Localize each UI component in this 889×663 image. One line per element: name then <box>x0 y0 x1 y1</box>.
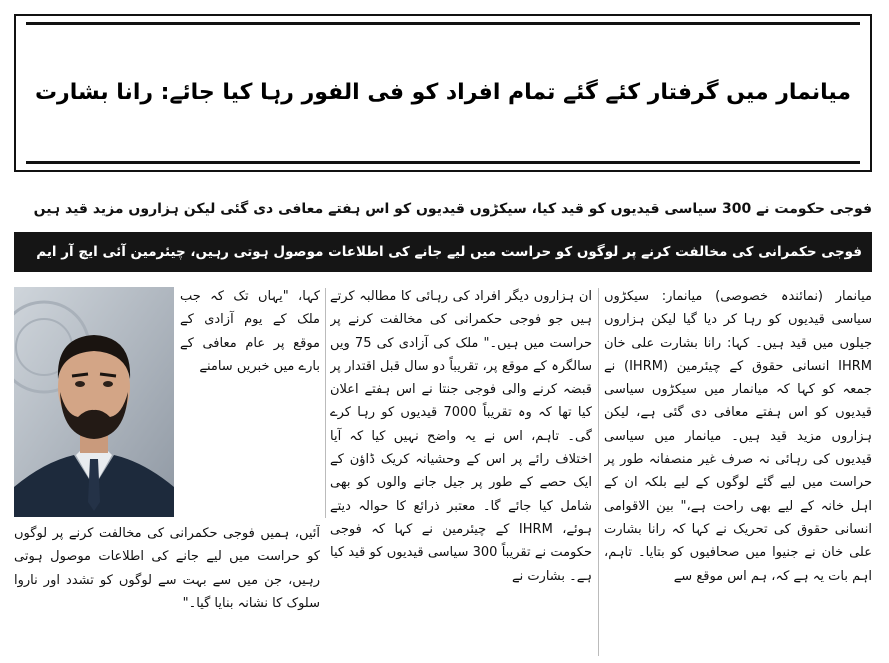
headline-bottom-rule <box>26 161 860 164</box>
highlight-bar: فوجی حکمرانی کی مخالفت کرنے پر لوگوں کو حراست میں لیے جانے کی اطلاعات موصول ہوتی رہیں، چیئرمین آئی ایچ آر ایم <box>14 232 872 272</box>
article-column-3-continued <box>14 522 320 657</box>
article-column-1 <box>604 285 872 657</box>
article-column-2 <box>330 285 592 657</box>
article-column-3 <box>180 285 320 519</box>
column-2-text: ان ہزاروں دیگر افراد کی رہائی کا مطالبہ کرتے ہیں جو فوجی حکمرانی کی مخالفت کرنے پر حراست میں ہیں۔" ملک کی آزادی کی 75 ویں سالگرہ کے موقع پر، تقریباً دو سال قبل اقتدار پر قبضہ کرنے والی فوجی جنتا نے اس ہفتے اعلان کیا تھا کہ وہ تقریباً 7000 قیدیوں کو رہا کرے گی۔ تاہم، اس نے یہ واضح نہیں کیا کہ آیا اختلاف رائے پر اس کے وحشیانہ کریک ڈاؤن کے ایک حصے کے طور پر جیل جانے والوں کو بھی شامل کیا جائے گا۔ معتبر ذرائع کا حوالہ دیتے ہوئے، IHRM کے چیئرمین نے کہا کہ فوجی حکومت نے تقریباً 300 سیاسی قیدیوں کو قید کیا ہے۔ بشارت نے <box>330 289 592 584</box>
portrait-photo <box>14 287 174 517</box>
sub-headline: فوجی حکومت نے 300 سیاسی قیدیوں کو قید کیا، سیکڑوں قیدیوں کو اس ہفتے معافی دی گئی لیکن ہزاروں مزید قید ہیں <box>33 201 872 217</box>
portrait-illustration <box>14 287 174 517</box>
column-divider <box>598 288 599 656</box>
column-divider <box>325 288 326 518</box>
column-1-text: میانمار (نمائندہ خصوصی) میانمار: سیکڑوں سیاسی قیدیوں کو رہا کر دیا گیا لیکن ہزاروں جیلوں میں قید ہیں۔ کہا: رانا بشارت علی خان IHRM انسانی حقوق کے چیئرمین (IHRM) نے جمعہ کو کہا کہ میانمار میں سیکڑوں سیاسی قیدیوں کو اس ہفتے معافی دی گئی ہے، لیکن ہزاروں مزید قید ہیں۔ میانمار میں سیاسی قیدیوں کی رہائی نہ صرف غیر منصفانہ طور پر حراست میں لیے گئے لوگوں کے لیے بلکہ ان کے اہل خانہ کے لیے بھی راحت ہے،" بین الاقوامی انسانی حقوق کی تحریک نے کہا کہ رانا بشارت علی خان نے جنیوا میں صحافیوں کو بتایا۔ تاہم، اہم بات یہ ہے کہ، ہم اس موقع سے <box>604 289 872 584</box>
column-3-text: کہا، "یہاں تک کہ جب ملک کے یوم آزادی کے موقع پر عام معافی کے بارے میں خبریں سامنے <box>180 289 320 374</box>
headline-box <box>14 14 872 172</box>
headline: میانمار میں گرفتار کئے گئے تمام افراد کو فی الفور رہا کیا جائے: رانا بشارت <box>34 80 852 105</box>
column-3-continued-text: آئیں، ہمیں فوجی حکمرانی کی مخالفت کرنے پر لوگوں کو حراست میں لیے جانے کی اطلاعات موصول ہوتی رہیں، جن میں سے بہت سے لوگوں کو تشدد اور ناروا سلوک کا نشانہ بنایا گیا۔" <box>14 526 320 611</box>
headline-top-rule <box>26 22 860 25</box>
